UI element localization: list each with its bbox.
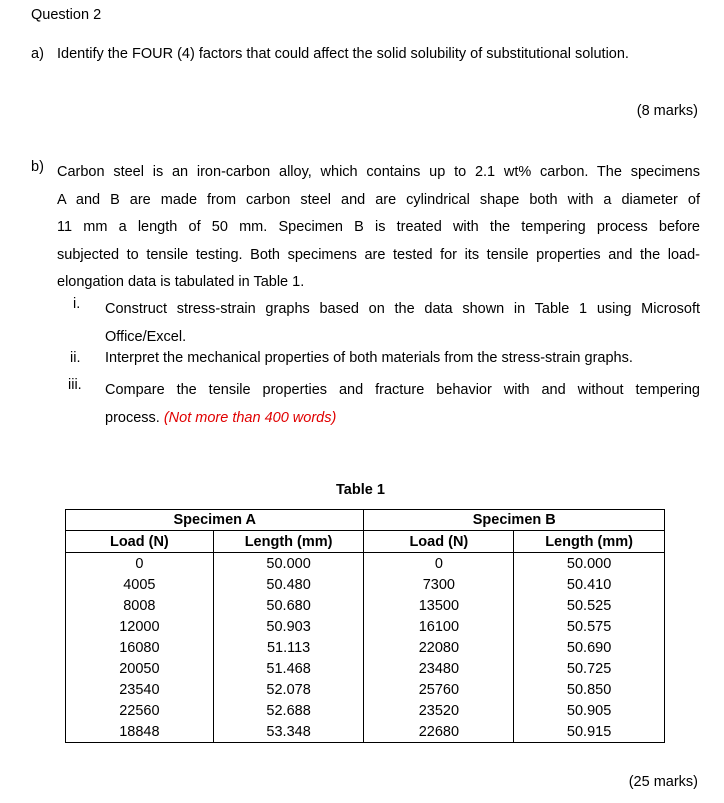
- word-limit-note: (Not more than 400 words): [163, 409, 337, 426]
- table-row: [66, 616, 665, 637]
- item-iii: [105, 377, 700, 432]
- item-text: Interpret the mechanical properties of both materials from the stress-strain graphs.: [105, 350, 633, 366]
- table-row: [66, 595, 665, 616]
- table-cell: 50.850: [514, 679, 665, 700]
- table-cell: 50.480: [213, 574, 364, 595]
- table-cell: 51.113: [213, 637, 364, 658]
- data-table: [65, 509, 665, 743]
- table-cell: 13500: [364, 595, 514, 616]
- table-cell: 52.078: [213, 679, 364, 700]
- part-b-paragraph: [57, 159, 700, 297]
- item-i: [105, 296, 700, 351]
- table-cell: 50.410: [514, 574, 665, 595]
- table-cell: 0: [364, 553, 514, 575]
- table-row: [66, 679, 665, 700]
- table-cell: 50.903: [213, 616, 364, 637]
- table-cell: 20050: [66, 658, 214, 679]
- table-cell: 23520: [364, 700, 514, 721]
- table-cell: 52.688: [213, 700, 364, 721]
- table-cell: 22080: [364, 637, 514, 658]
- part-a-text: Identify the FOUR (4) factors that could affect the solid solubility of substitutional solution.: [57, 46, 629, 62]
- item-text: process.: [105, 409, 160, 426]
- part-b-line: subjected to tensile testing. Both specimens are tested for its tensile properties and the load-: [57, 246, 700, 263]
- total-marks: (25 marks): [628, 774, 698, 790]
- table-cell: 50.915: [514, 721, 665, 743]
- part-b-line: elongation data is tabulated in Table 1.: [57, 274, 305, 290]
- table-cell: 53.348: [213, 721, 364, 743]
- table-cell: 50.000: [514, 553, 665, 575]
- table-row: [66, 637, 665, 658]
- table-cell: 50.575: [514, 616, 665, 637]
- question-title: Question 2: [31, 7, 102, 23]
- item-num: i.: [73, 296, 81, 312]
- table-cell: 8008: [66, 595, 214, 616]
- table-cell: 50.725: [514, 658, 665, 679]
- table-caption: Table 1: [336, 482, 385, 498]
- part-b-line: A and B are made from carbon steel and are cylindrical shape both with a diameter of: [57, 191, 700, 208]
- table-row: [66, 721, 665, 743]
- specimen-a-header: Specimen A: [66, 510, 364, 531]
- part-a-marks: (8 marks): [636, 103, 698, 119]
- col-header: Load (N): [66, 531, 214, 553]
- table-cell: 4005: [66, 574, 214, 595]
- table-row: [66, 553, 665, 575]
- table-cell: 50.000: [213, 553, 364, 575]
- table-cell: 22560: [66, 700, 214, 721]
- table-cell: 51.468: [213, 658, 364, 679]
- table-row: [66, 574, 665, 595]
- table-cell: 16080: [66, 637, 214, 658]
- table-cell: 50.680: [213, 595, 364, 616]
- col-header: Length (mm): [514, 531, 665, 553]
- part-b-line: 11 mm a length of 50 mm. Specimen B is treated with the tempering process before: [57, 219, 700, 235]
- item-text: Construct stress-strain graphs based on the data shown in Table 1 using Microsoft: [105, 301, 700, 317]
- col-header: Load (N): [364, 531, 514, 553]
- table-row: [66, 658, 665, 679]
- table-cell: 7300: [364, 574, 514, 595]
- part-b-line: Carbon steel is an iron-carbon alloy, which contains up to 2.1 wt% carbon. The specimens: [57, 164, 700, 180]
- part-a-label: a): [31, 46, 44, 62]
- table-cell: 23540: [66, 679, 214, 700]
- table-cell: 50.690: [514, 637, 665, 658]
- table-cell: 22680: [364, 721, 514, 743]
- table-cell: 25760: [364, 679, 514, 700]
- table-row: [66, 700, 665, 721]
- specimen-header-row: [66, 510, 665, 531]
- table-cell: 50.905: [514, 700, 665, 721]
- table-cell: 0: [66, 553, 214, 575]
- item-num: iii.: [68, 377, 82, 393]
- table-cell: 23480: [364, 658, 514, 679]
- col-header: Length (mm): [213, 531, 364, 553]
- part-b-label: b): [31, 159, 44, 175]
- column-header-row: [66, 531, 665, 553]
- item-text: Office/Excel.: [105, 328, 187, 345]
- table-cell: 18848: [66, 721, 214, 743]
- table-cell: 16100: [364, 616, 514, 637]
- table-cell: 12000: [66, 616, 214, 637]
- item-text: Compare the tensile properties and fracture behavior with and without tempering: [105, 382, 700, 398]
- specimen-b-header: Specimen B: [364, 510, 665, 531]
- item-num: ii.: [70, 350, 81, 366]
- table-cell: 50.525: [514, 595, 665, 616]
